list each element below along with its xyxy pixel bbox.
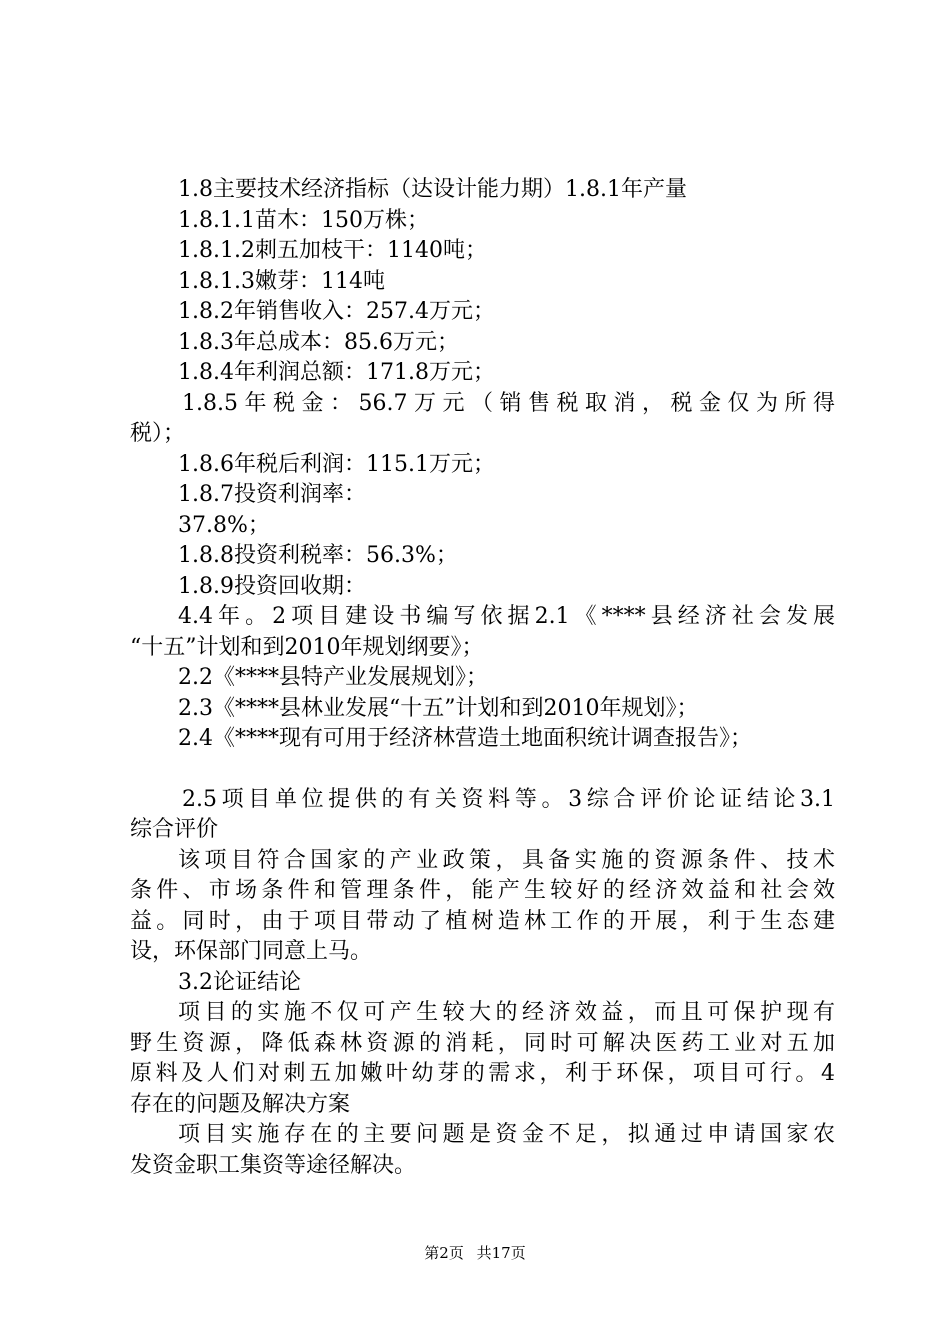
paragraph-line: “十五”计划和到2010年规划纲要》； xyxy=(130,634,484,660)
paragraph-line: 综合评价 xyxy=(130,817,219,842)
paragraph-line: 条件、市场条件和管理条件，能产生较好的经济效益和社会效 xyxy=(130,878,835,903)
paragraph-line: 1.8.8投资利税率：56.3%； xyxy=(178,543,458,568)
paragraph-line: 1.8.7投资利润率： xyxy=(178,482,366,507)
paragraph-line: 3.2论证结论 xyxy=(178,969,301,995)
page-footer xyxy=(0,1243,950,1263)
paragraph-line: 4.4年。2项目建设书编写依据2.1《****县经济社会发展 xyxy=(178,604,835,629)
page-number: 第2页 xyxy=(424,1244,464,1262)
paragraph-line: 1.8.6年税后利润：115.1万元； xyxy=(178,451,495,477)
paragraph-line: 该项目符合国家的产业政策，具备实施的资源条件、技术 xyxy=(178,847,835,873)
paragraph-line: 1.8.1.3嫩芽：114吨 xyxy=(178,268,385,294)
paragraph-line: 37.8%； xyxy=(178,512,270,538)
paragraph-line: 益。同时，由于项目带动了植树造林工作的开展，利于生态建 xyxy=(130,908,835,934)
paragraph-line: 野生资源，降低森林资源的消耗，同时可解决医药工业对五加 xyxy=(130,1030,835,1056)
paragraph-line: 1.8.1.1苗木：150万株； xyxy=(178,207,429,233)
paragraph-line: 1.8.5年税金：56.7万元（销售税取消，税金仅为所得 xyxy=(182,390,835,416)
paragraph-line: 1.8.9投资回收期： xyxy=(178,573,366,599)
paragraph-line: 2.5项目单位提供的有关资料等。3综合评价论证结论3.1 xyxy=(182,786,835,812)
page-total: 共17页 xyxy=(476,1244,526,1262)
document-body xyxy=(130,175,835,1181)
paragraph-line: 项目的实施不仅可产生较大的经济效益，而且可保护现有 xyxy=(178,1000,835,1025)
paragraph-line: 1.8.2年销售收入：257.4万元； xyxy=(178,299,495,324)
paragraph-line: 2.2《****县特产业发展规划》； xyxy=(178,665,488,690)
paragraph-line: 项目实施存在的主要问题是资金不足，拟通过申请国家农 xyxy=(178,1122,835,1147)
paragraph-line: 税）； xyxy=(130,421,186,446)
paragraph-line: 1.8.4年利润总额：171.8万元； xyxy=(178,360,495,385)
paragraph-line: 存在的问题及解决方案 xyxy=(130,1091,351,1117)
paragraph-line: 1.8主要技术经济指标（达设计能力期）1.8.1年产量 xyxy=(178,177,687,202)
paragraph-line: 2.4《****现有可用于经济林营造土地面积统计调查报告》； xyxy=(178,726,752,751)
paragraph-line: 设，环保部门同意上马。 xyxy=(130,939,373,964)
paragraph-line: 1.8.3年总成本：85.6万元； xyxy=(178,329,459,355)
paragraph-line: 发资金职工集资等途径解决。 xyxy=(130,1152,417,1178)
paragraph-line: 原料及人们对刺五加嫩叶幼芽的需求，利于环保，项目可行。4 xyxy=(130,1061,835,1086)
paragraph-line: 2.3《****县林业发展“十五”计划和到2010年规划》； xyxy=(178,695,699,721)
paragraph-spacer xyxy=(130,755,835,785)
paragraph-line: 1.8.1.2刺五加枝干：1140吨； xyxy=(178,238,487,263)
